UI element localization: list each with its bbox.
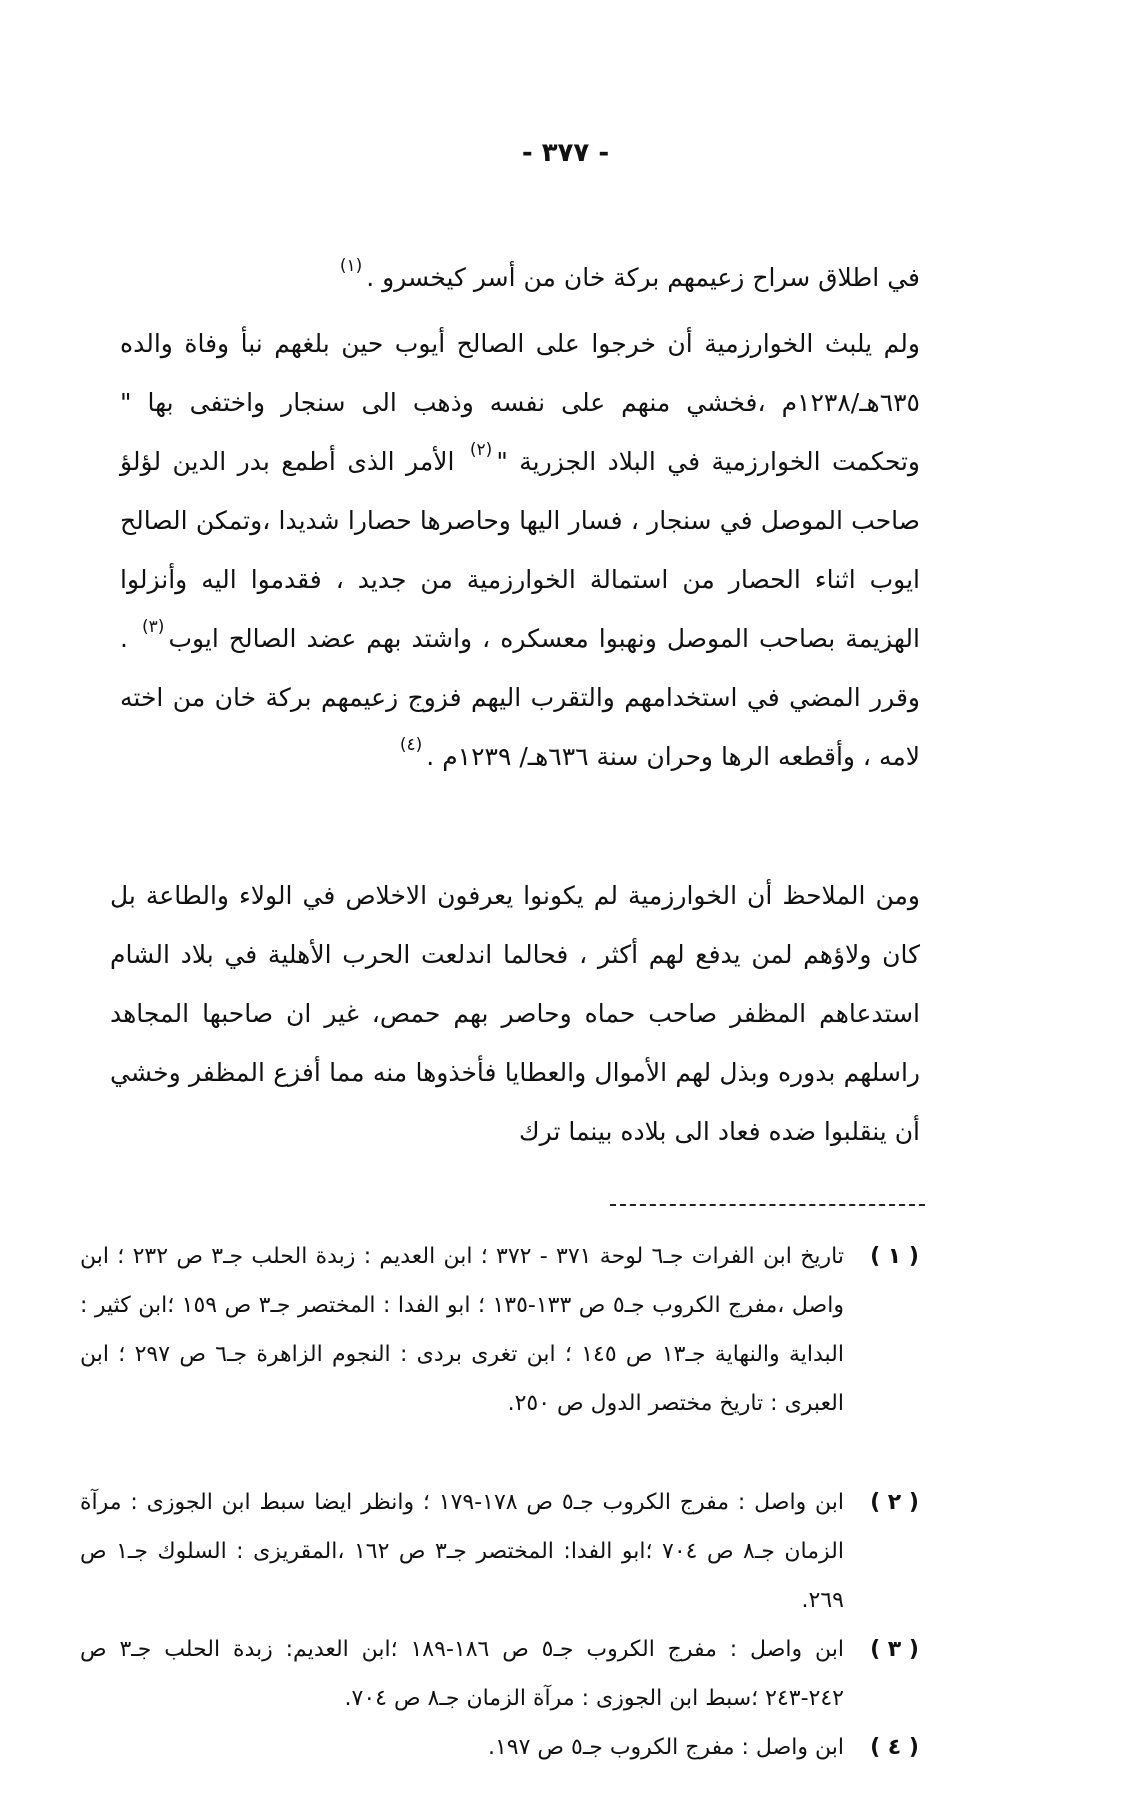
footnote-number: ( ٣ )	[870, 1637, 919, 1662]
paragraph-1	[120, 248, 920, 307]
footnote-text: ابن واصل : مفرج الكروب جـ٥ ص ١٨٦-١٨٩ ؛ابن العديم: زبدة الحلب جـ٣ ص ٢٤٢-٢٤٣ ؛سبط ابن الجوزى : مرآة الزمان جـ٨ ص ٧٠٤.	[80, 1637, 844, 1711]
footnote-number: ( ٢ )	[870, 1490, 919, 1515]
page-number: - ٣٧٧ -	[521, 138, 610, 168]
paragraph-2-text-part-3: . وقرر المضي في استخدامهم والتقرب اليهم فزوج زعيمهم بركة خان من اخته لامه ، وأقطعه الرها وحران سنة ٦٣٦هـ/ ١٢٣٩م .	[120, 624, 920, 771]
footnote-text: تاريخ ابن الفرات جـ٦ لوحة ٣٧١ - ٣٧٢ ؛ ابن العديم : زبدة الحلب جـ٣ ص ٢٣٢ ؛ ابن واصل ،مفرج الكروب جـ٥ ص ١٣٣-١٣٥ ؛ ابو الفدا : المختصر جـ٣ ص ١٥٩ ؛ابن كثير : البداية والنهاية جـ١٣ ص ١٤٥ ؛ ابن تغرى بردى : النجوم الزاهرة جـ٦ ص ٢٩٧ ؛ ابن العبرى : تاريخ مختصر الدول ص ٢٥٠.	[80, 1244, 844, 1416]
paragraph-2	[120, 314, 920, 786]
footnote-reference-4: (٤)	[399, 734, 423, 755]
footnote-number: ( ١ )	[870, 1244, 919, 1269]
footnote-text: ابن واصل : مفرج الكروب جـ٥ ص ١٩٧.	[487, 1735, 844, 1760]
paragraph-2-text-part-1: ولم يلبث الخوارزمية أن خرجوا على الصالح أيوب حين بلغهم نبأ وفاة والده ٦٣٥هـ/١٢٣٨م ،فخشي منهم على نفسه وذهب الى سنجار واختفى بها " وتحكمت الخوارزمية في البلاد الجزرية "	[120, 329, 920, 476]
footnote-separator	[610, 1204, 925, 1206]
paragraph-3-text: ومن الملاحظ أن الخوارزمية لم يكونوا يعرفون الاخلاص في الولاء والطاعة بل كان ولاؤهم لمن يدفع لهم أكثر ، فحالما اندلعت الحرب الأهلية في بلاد الشام استدعاهم المظفر صاحب حماه وحاصر بهم حمص، غير ان صاحبها المجاهد راسلهم بدوره وبذل لهم الأموال والعطايا فأخذوها منه مما أفزع المظفر وخشي أن ينقلبوا ضده فعاد الى بلاده بينما ترك	[110, 881, 920, 1146]
footnote-reference-2: (٢)	[469, 439, 493, 460]
paragraph-3	[110, 866, 920, 1161]
footnote-text: ابن واصل : مفرج الكروب جـ٥ ص ١٧٨-١٧٩ ؛ وانظر ايضا سبط ابن الجوزى : مرآة الزمان جـ٨ ص ٧٠٤ ؛ابو الفدا: المختصر جـ٣ ص ١٦٢ ،المقريزى : السلوك جـ١ ص ٢٦٩.	[80, 1490, 844, 1613]
footnote-number: ( ٤ )	[870, 1735, 919, 1760]
footnote-reference-1: (١)	[339, 255, 363, 276]
paragraph-2-text-part-2: الأمر الذى أطمع بدر الدين لؤلؤ صاحب الموصل في سنجار ، فسار اليها وحاصرها حصارا شديدا ،وتمكن الصالح ايوب اثناء الحصار من استمالة الخوارزمية من جديد ، فقدموا اليه وأنزلوا الهزيمة بصاحب الموصل ونهبوا معسكره ، واشتد بهم عضد الصالح ايوب	[120, 447, 920, 653]
paragraph-1-text: في اطلاق سراح زعيمهم بركة خان من أسر كيخسرو .	[366, 263, 920, 292]
footnote-reference-3: (٣)	[142, 616, 165, 637]
